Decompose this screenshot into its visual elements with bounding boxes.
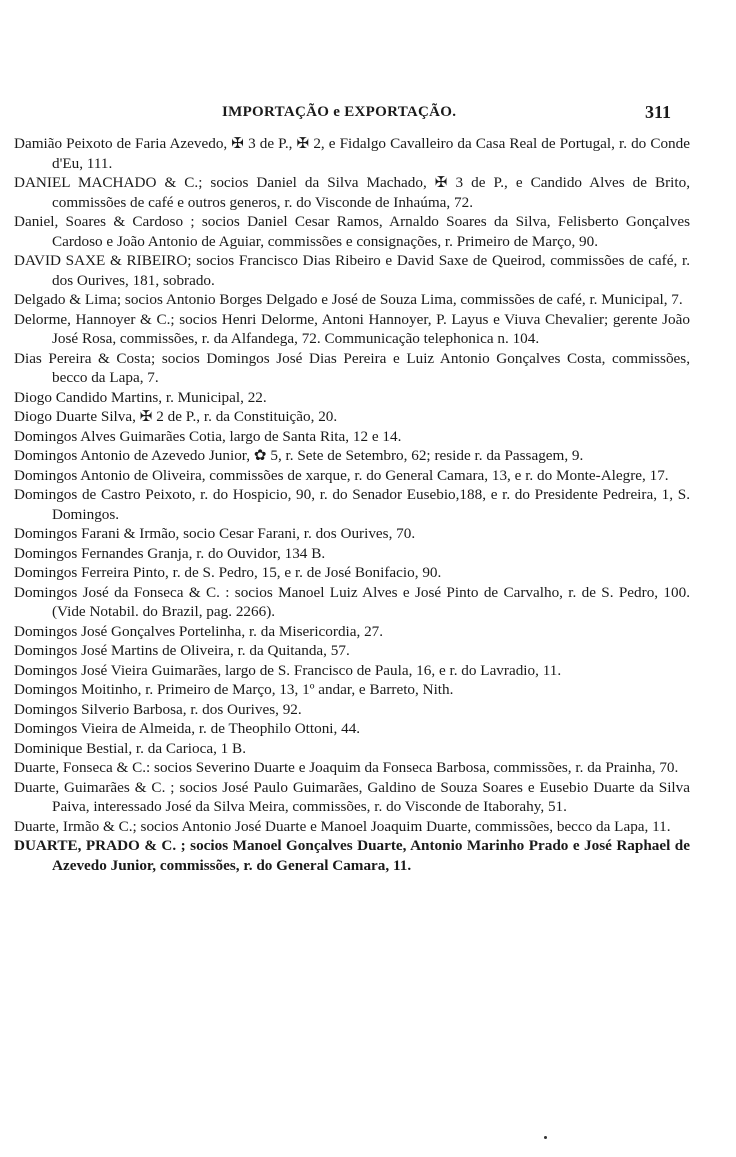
- directory-entry: Domingos Farani & Irmão, socio Cesar Farani, r. dos Ourives, 70.: [14, 525, 416, 542]
- directory-entry: Domingos Silverio Barbosa, r. dos Ourives, 92.: [14, 700, 302, 718]
- entries-list: [14, 134, 690, 875]
- directory-entry: Domingos Moitinho, r. Primeiro de Março, 13, 1º andar, e Barreto, Nith.: [14, 681, 454, 698]
- directory-entry: Domingos José da Fonseca & C. : socios Manoel Luiz Alves e José Pinto de Carvalho, r. de S. Pedro, 100. (Vide Notabil. do Brazil, pag. 2266).: [14, 583, 690, 620]
- directory-entry: Domingos Alves Guimarães Cotia, largo de Santa Rita, 12 e 14.: [14, 427, 402, 445]
- directory-entry: Duarte, Irmão & C.; socios Antonio José Duarte e Manoel Joaquim Duarte, commissões, becco da Lapa, 11.: [14, 817, 671, 835]
- directory-entry: Duarte, Guimarães & C. ; socios José Paulo Guimarães, Galdino de Souza Soares e Eusebio Duarte da Silva Paiva, interessado José da Silva Meira, commissões, r. do Visconde de Itaborahy, 51.: [14, 778, 690, 815]
- directory-entry: Duarte, Fonseca & C.: socios Severino Duarte e Joaquim da Fonseca Barbosa, commissões, r. da Prainha, 70.: [14, 759, 679, 776]
- directory-entry: Daniel, Soares & Cardoso ; socios Daniel Cesar Ramos, Arnaldo Soares da Silva, Felisberto Gonçalves Cardoso e João Antonio de Aguiar, commissões e consignações, r. Primeiro de Março, 90.: [14, 213, 690, 250]
- directory-entry: DUARTE, PRADO & C. ; socios Manoel Gonçalves Duarte, Antonio Marinho Prado e José Raphael de Azevedo Junior, commissões, r. do General Camara, 11.: [14, 837, 690, 874]
- directory-entry: Domingos José Vieira Guimarães, largo de S. Francisco de Paula, 16, e r. do Lavradio, 11.: [14, 661, 562, 679]
- directory-entry: Diogo Candido Martins, r. Municipal, 22.: [14, 388, 267, 406]
- section-title: IMPORTAÇÃO e EXPORTAÇÃO.: [222, 104, 457, 120]
- directory-entry: DANIEL MACHADO & C.; socios Daniel da Silva Machado, ✠ 3 de P., e Candido Alves de Brito, commissões de café e outros generos, r. do Visconde de Inhaúma, 72.: [14, 174, 690, 211]
- print-speck: [544, 1136, 547, 1139]
- directory-entry: Domingos José Martins de Oliveira, r. da Quitanda, 57.: [14, 642, 350, 659]
- directory-entry: DAVID SAXE & RIBEIRO; socios Francisco Dias Ribeiro e David Saxe de Queirod, commissões de café, r. dos Ourives, 181, sobrado.: [14, 252, 690, 289]
- directory-entry: Dias Pereira & Costa; socios Domingos José Dias Pereira e Luiz Antonio Gonçalves Costa, commissões, becco da Lapa, 7.: [14, 349, 690, 386]
- directory-entry: Domingos Vieira de Almeida, r. de Theophilo Ottoni, 44.: [14, 720, 361, 737]
- directory-entry: Dominique Bestial, r. da Carioca, 1 B.: [14, 739, 246, 757]
- directory-entry: Damião Peixoto de Faria Azevedo, ✠ 3 de P., ✠ 2, e Fidalgo Cavalleiro da Casa Real de Portugal, r. do Conde d'Eu, 111.: [14, 135, 690, 172]
- directory-entry: Delgado & Lima; socios Antonio Borges Delgado e José de Souza Lima, commissões de café, r. Municipal, 7.: [14, 291, 683, 308]
- directory-entry: Domingos Antonio de Oliveira, commissões de xarque, r. do General Camara, 13, e r. do Monte-Alegre, 17.: [14, 466, 669, 484]
- directory-entry: Domingos José Gonçalves Portelinha, r. da Misericordia, 27.: [14, 622, 384, 640]
- page-header: [0, 100, 736, 130]
- directory-entry: Domingos Ferreira Pinto, r. de S. Pedro, 15, e r. de José Bonifacio, 90.: [14, 564, 442, 581]
- directory-entry: Domingos Fernandes Granja, r. do Ouvidor, 134 B.: [14, 544, 326, 562]
- directory-entry: Domingos de Castro Peixoto, r. do Hospicio, 90, r. do Senador Eusebio,188, e r. do Presidente Pedreira, 1, S. Domingos.: [14, 486, 690, 523]
- directory-entry: Diogo Duarte Silva, ✠ 2 de P., r. da Constituição, 20.: [14, 408, 338, 425]
- directory-entry: Domingos Antonio de Azevedo Junior, ✿ 5, r. Sete de Setembro, 62; reside r. da Passagem, 9.: [14, 447, 584, 464]
- directory-entry: Delorme, Hannoyer & C.; socios Henri Delorme, Antoni Hannoyer, P. Layus e Viuva Chevalier; gerente João José Rosa, commissões, r. da Alfandega, 72. Communicação telephonica n. 104.: [14, 310, 690, 347]
- page-number: 311: [645, 102, 672, 122]
